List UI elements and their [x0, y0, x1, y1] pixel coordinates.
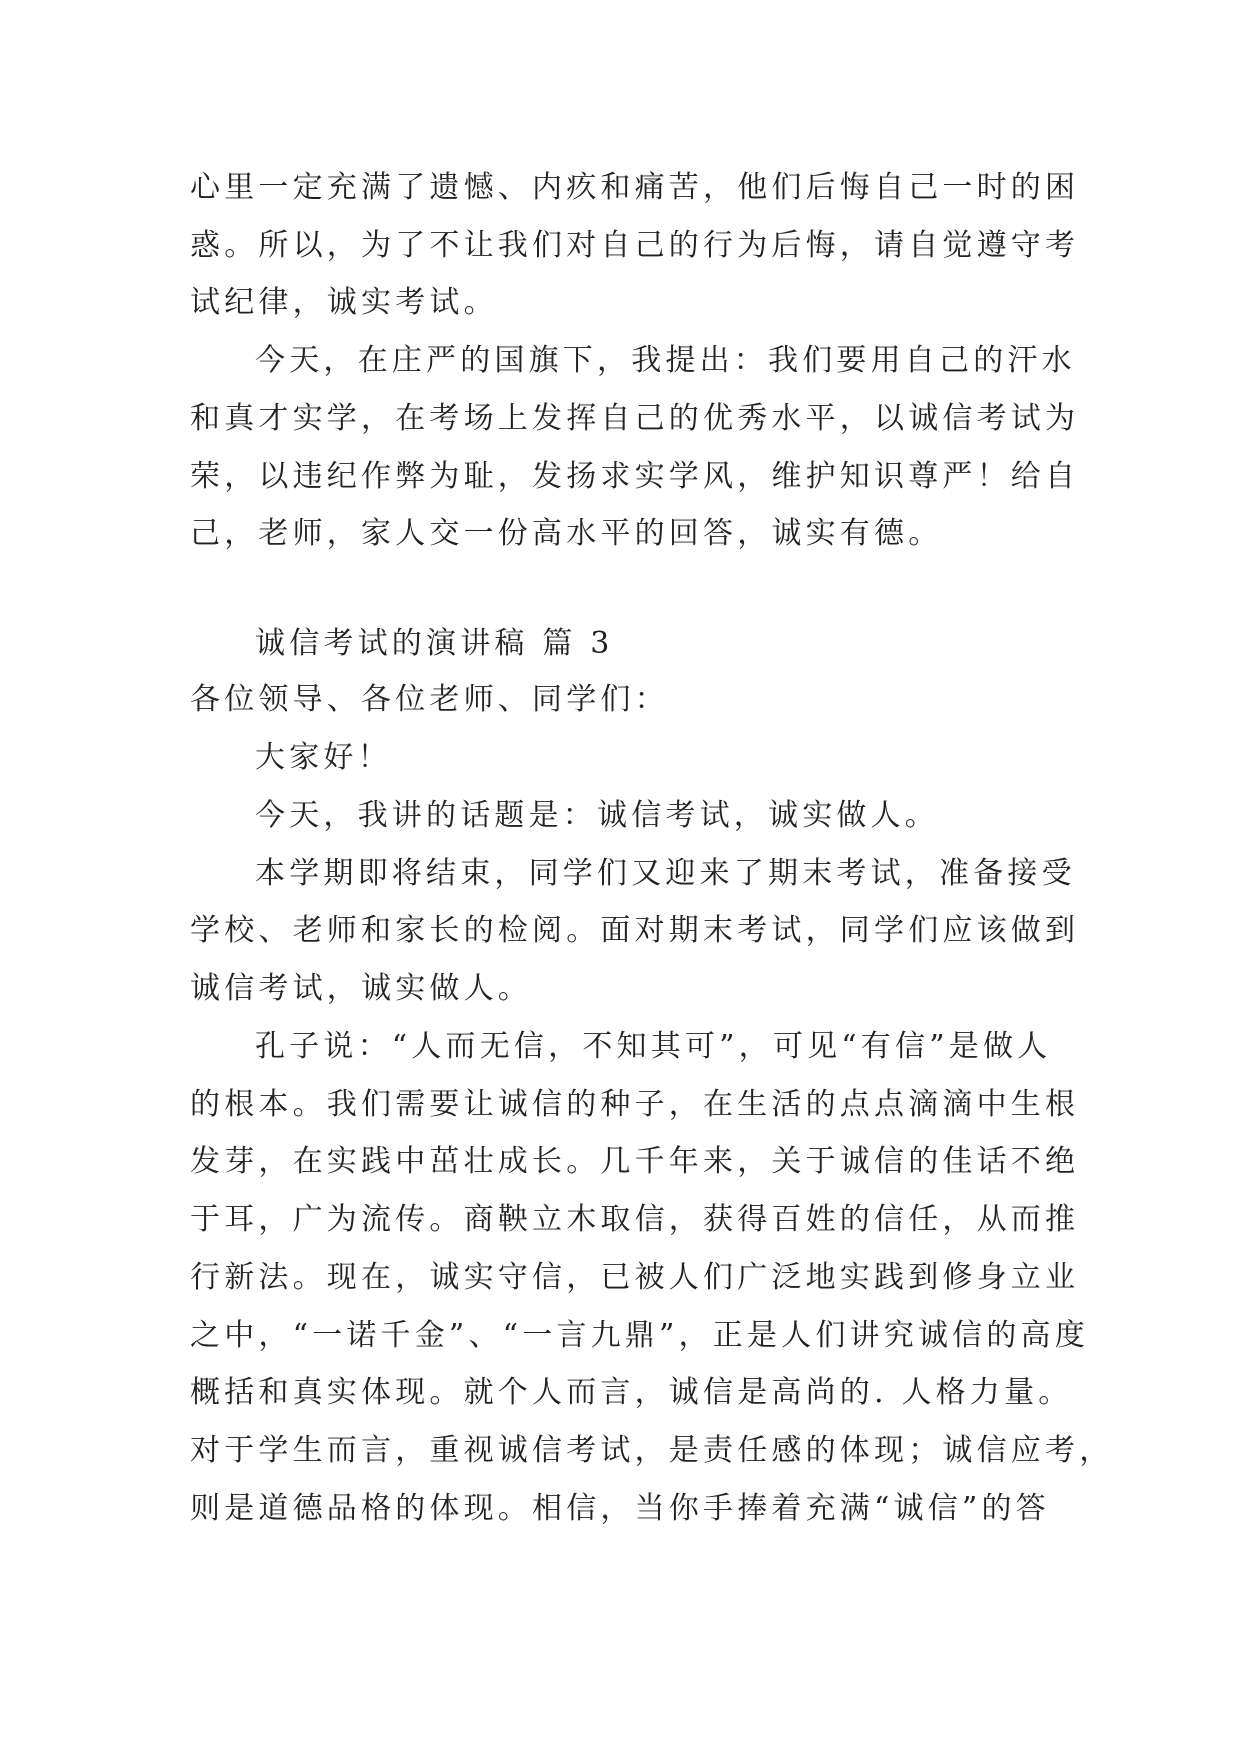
paragraph-line: 己，老师，家人交一份高水平的回答，诚实有德。 [190, 516, 943, 551]
section-heading: 诚信考试的演讲稿 篇 3 [255, 626, 614, 661]
paragraph-line: 试纪律，诚实考试。 [190, 285, 498, 320]
paragraph-line: 概括和真实体现。就个人而言，诚信是高尚的. 人格力量。 [190, 1375, 1073, 1410]
paragraph-line: 荣，以违纪作弊为耻，发扬求实学风，维护知识尊严！给自 [190, 459, 1080, 494]
paragraph-line: 今天，我讲的话题是：诚信考试，诚实做人。 [255, 798, 939, 833]
paragraph-line: 于耳，广为流传。商鞅立木取信，获得百姓的信任，从而推 [190, 1202, 1080, 1237]
salutation: 各位领导、各位老师、同学们： [190, 682, 669, 717]
paragraph-line: 学校、老师和家长的检阅。面对期末考试，同学们应该做到 [190, 913, 1080, 948]
paragraph-line: 和真才实学，在考场上发挥自己的优秀水平，以诚信考试为 [190, 401, 1080, 436]
paragraph-line: 发芽，在实践中茁壮成长。几千年来，关于诚信的佳话不绝 [190, 1144, 1080, 1179]
paragraph-line: 对于学生而言，重视诚信考试，是责任感的体现；诚信应考， [190, 1433, 1114, 1468]
paragraph-line: 心里一定充满了遗憾、内疚和痛苦，他们后悔自己一时的困 [190, 170, 1080, 205]
paragraph-line: 本学期即将结束，同学们又迎来了期末考试，准备接受 [255, 856, 1076, 891]
paragraph-line: 行新法。现在，诚实守信，已被人们广泛地实践到修身立业 [190, 1260, 1080, 1295]
paragraph-line: 的根本。我们需要让诚信的种子，在生活的点点滴滴中生根 [190, 1087, 1080, 1122]
greeting: 大家好！ [255, 740, 392, 775]
paragraph-line: 则是道德品格的体现。相信，当你手捧着充满“诚信”的答 [190, 1491, 1050, 1526]
paragraph-line: 孔子说：“人而无信，不知其可”，可见“有信”是做人 [255, 1029, 1052, 1064]
paragraph-line: 诚信考试，诚实做人。 [190, 971, 532, 1006]
paragraph-line: 惑。所以，为了不让我们对自己的行为后悔，请自觉遵守考 [190, 228, 1080, 263]
paragraph-line: 之中，“一诺千金”、“一言九鼎”，正是人们讲究诚信的高度 [190, 1318, 1089, 1353]
paragraph-line: 今天，在庄严的国旗下，我提出：我们要用自己的汗水 [255, 343, 1076, 378]
